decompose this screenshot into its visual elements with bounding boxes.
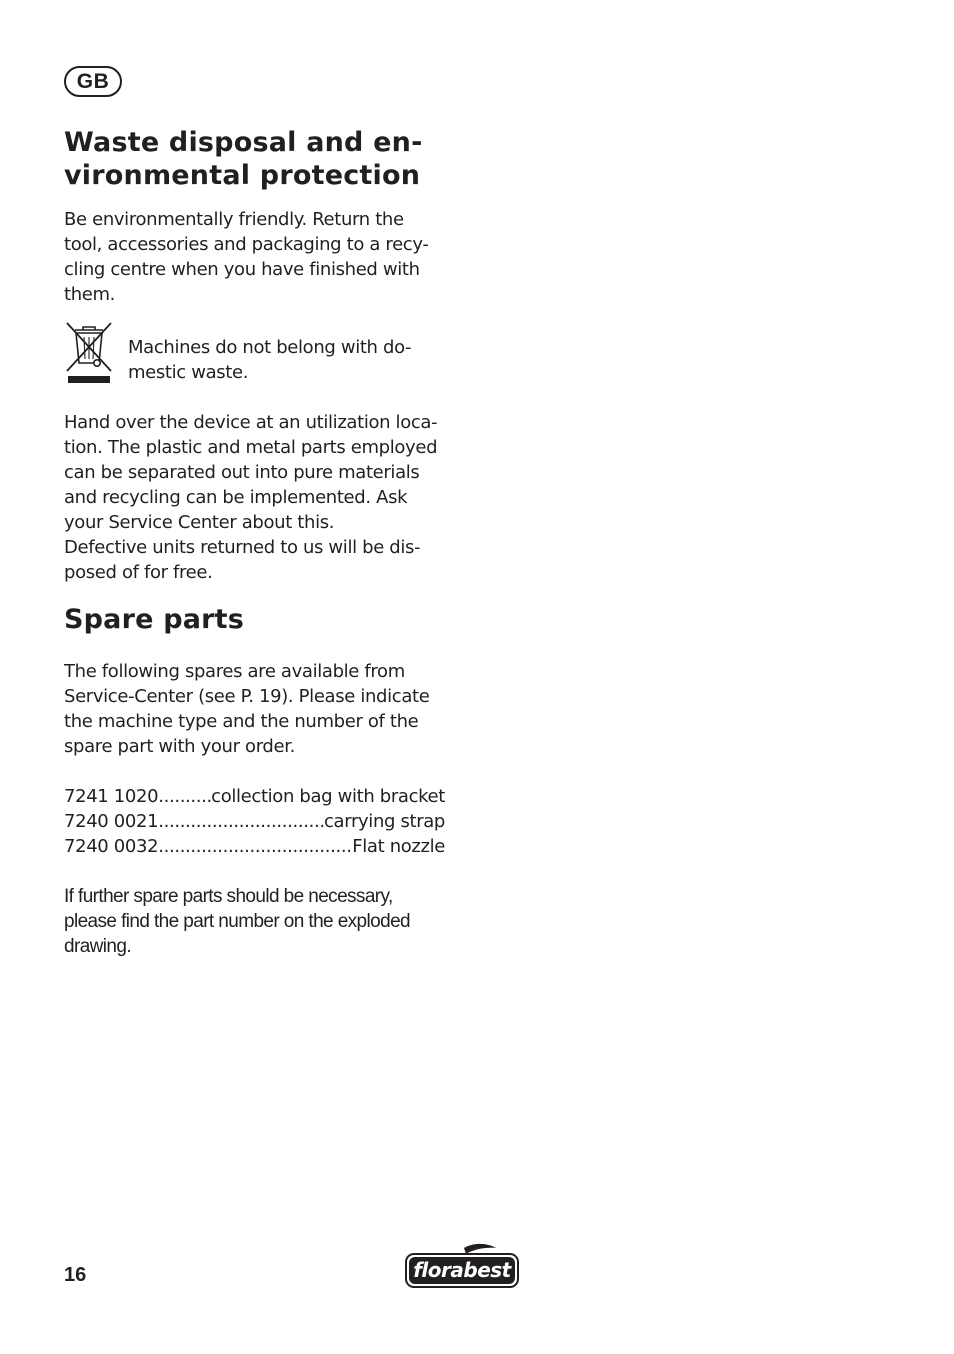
waste-body bbox=[64, 410, 454, 585]
leader-dots bbox=[158, 834, 352, 859]
waste-intro-text: Be environmentally friendly. Return the tool, accessories and packaging to a recy- cling centre when you have finished with them. bbox=[64, 209, 429, 305]
svg-text:florabest: florabest bbox=[413, 1258, 511, 1282]
spare-parts-title: Spare parts bbox=[64, 604, 245, 635]
part-description: collection bag with bracket bbox=[211, 786, 445, 807]
leader-dots bbox=[158, 784, 211, 809]
language-badge: GB bbox=[64, 66, 122, 97]
spare-parts-section bbox=[64, 603, 454, 759]
part-number: 7240 0021 bbox=[64, 811, 159, 832]
weee-note-text: Machines do not belong with do- mestic waste. bbox=[128, 337, 412, 383]
spare-parts-note bbox=[64, 884, 454, 959]
waste-disposal-title: Waste disposal and en- vironmental protection bbox=[64, 127, 423, 191]
spare-part-row bbox=[64, 834, 445, 859]
spare-parts-list bbox=[64, 784, 445, 859]
part-description: carrying strap bbox=[323, 811, 445, 832]
spare-parts-intro-text: The following spares are available from Service-Center (see P. 19). Please indicate the machine type and the number of the spare part with your order. bbox=[64, 661, 430, 757]
florabest-logo bbox=[404, 1242, 520, 1290]
part-number: 7240 0032 bbox=[64, 836, 159, 857]
part-description: Flat nozzle bbox=[352, 836, 445, 857]
spare-part-row bbox=[64, 809, 445, 834]
spare-part-row bbox=[64, 784, 445, 809]
part-number: 7241 1020 bbox=[64, 786, 159, 807]
crossed-out-wheelie-bin-icon bbox=[64, 320, 114, 386]
waste-body-text: Hand over the device at an utilization loca- tion. The plastic and metal parts employed can be separated out into pure materials and recycling can be implemented. Ask your Service Center about this. Defective units returned to us will be dis- posed of for free. bbox=[64, 412, 438, 583]
waste-section bbox=[64, 126, 454, 307]
leader-dots bbox=[158, 809, 324, 834]
page-number: 16 bbox=[64, 1264, 87, 1286]
spare-parts-note-text: If further spare parts should be necessary, please find the part number on the exploded drawing. bbox=[64, 886, 411, 957]
